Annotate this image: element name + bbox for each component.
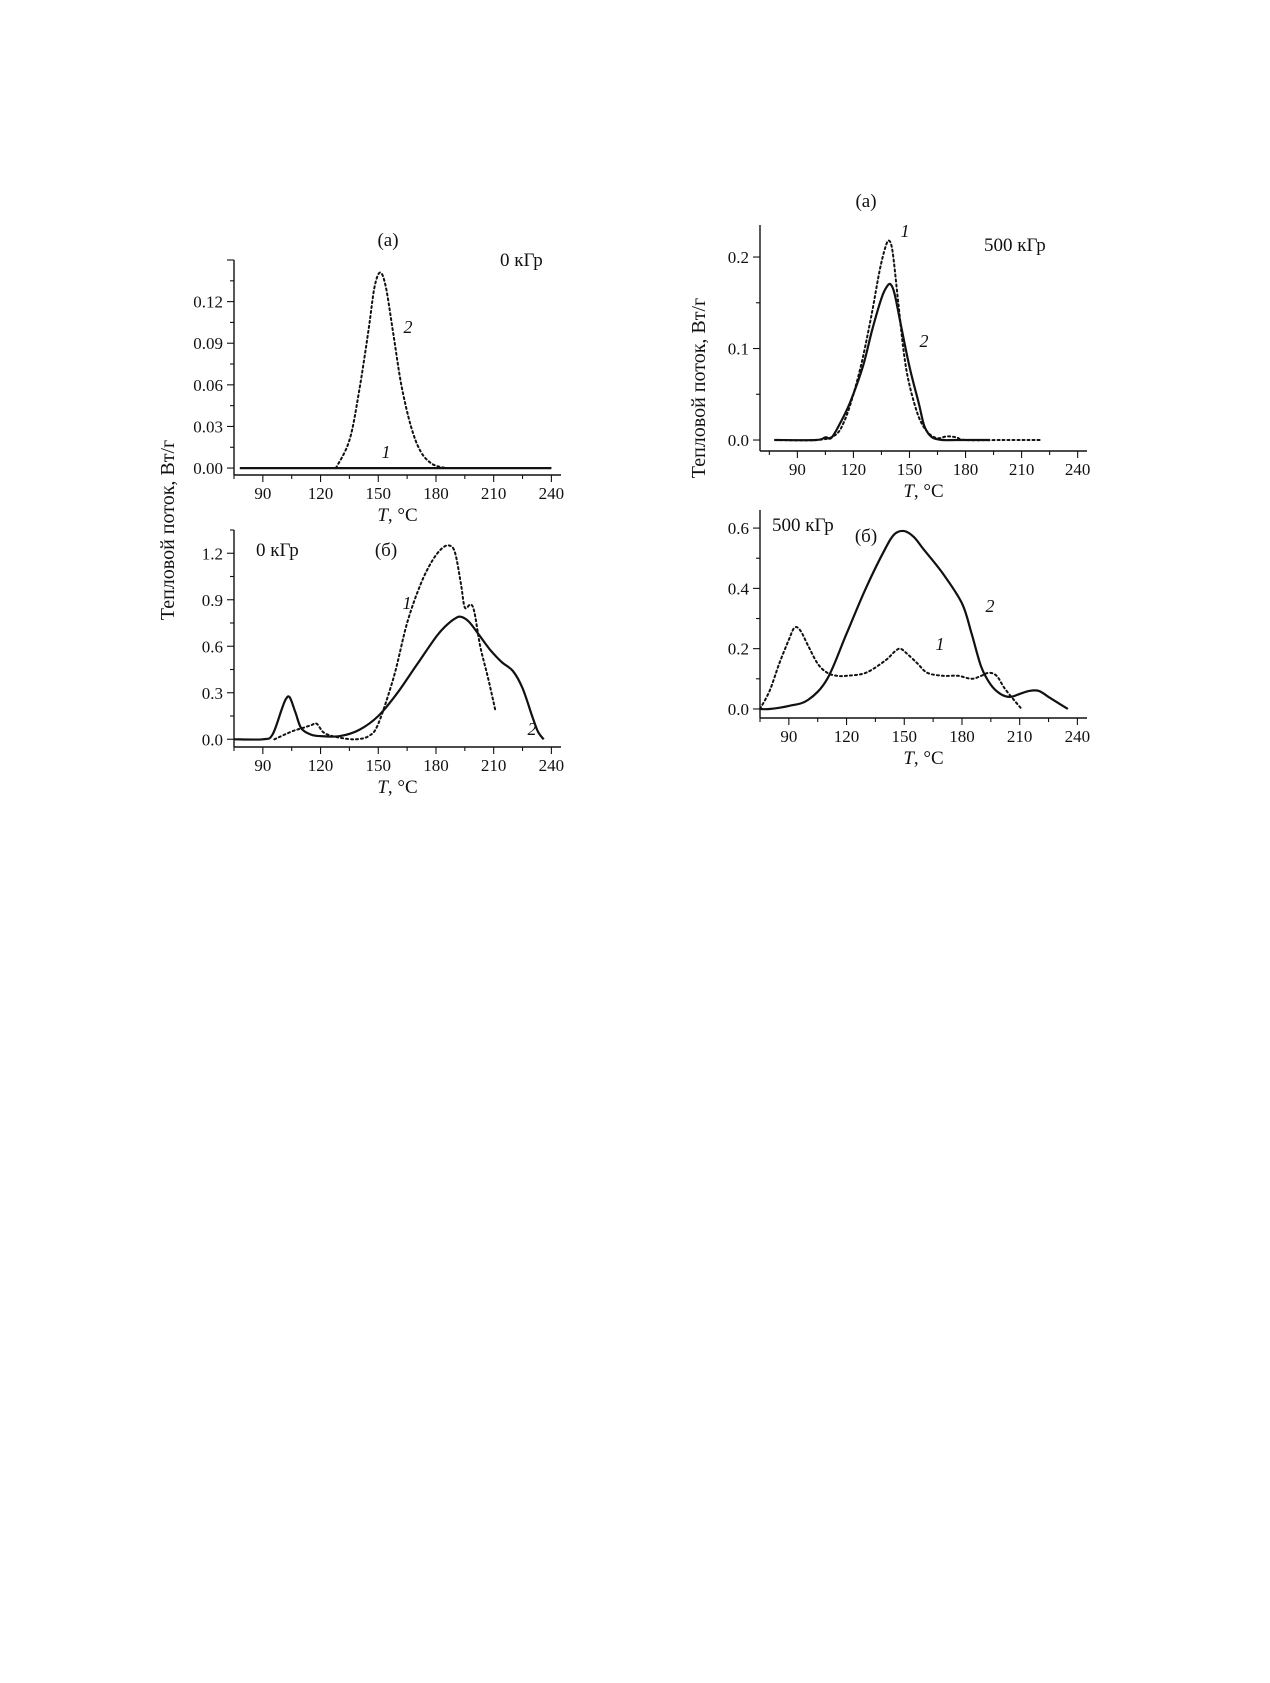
x-tick-label: 120 bbox=[833, 727, 860, 746]
y-tick-label: 0.00 bbox=[193, 459, 223, 479]
x-tick-label: 210 bbox=[480, 756, 507, 775]
x-axis-symbol: T bbox=[903, 481, 914, 502]
x-tick-label: 210 bbox=[1008, 460, 1035, 479]
x-axis-unit: , °C bbox=[913, 481, 944, 502]
series-1-label: 1 bbox=[900, 221, 910, 241]
series-1-label: 1 bbox=[935, 634, 945, 654]
series-2-line bbox=[336, 273, 446, 469]
series-1-label: 1 bbox=[402, 593, 412, 613]
x-tick-label: 210 bbox=[480, 484, 507, 503]
x-tick-label: 240 bbox=[538, 484, 565, 503]
y-tick-label: 0.2 bbox=[727, 248, 749, 268]
x-tick-label: 150 bbox=[365, 484, 392, 503]
x-tick-label: 150 bbox=[896, 460, 923, 479]
x-axis-label bbox=[903, 748, 943, 769]
series-2-label: 2 bbox=[527, 719, 537, 739]
x-axis-symbol: T bbox=[903, 748, 914, 769]
dose-label: 0 кГр bbox=[256, 540, 299, 561]
x-axis-unit: , °C bbox=[387, 777, 418, 798]
y-axis-label-right: Тепловой поток, Вт/г bbox=[688, 297, 710, 479]
dose-label: 500 кГр bbox=[984, 235, 1046, 256]
chart-panel-2 bbox=[202, 530, 564, 798]
chart-panel-3 bbox=[728, 191, 1091, 502]
series-1-label: 1 bbox=[381, 442, 391, 462]
series-1-line bbox=[775, 240, 1040, 440]
y-tick-label: 0.0 bbox=[727, 431, 749, 451]
x-tick-label: 240 bbox=[538, 756, 565, 775]
y-tick-label: 0.0 bbox=[727, 699, 749, 719]
x-axis-label bbox=[377, 777, 417, 798]
y-tick-label: 0.6 bbox=[727, 519, 749, 539]
series-2-line bbox=[760, 531, 1068, 709]
panel-tag: (a) bbox=[377, 230, 399, 251]
x-tick-label: 180 bbox=[423, 484, 449, 503]
x-tick-label: 150 bbox=[365, 756, 392, 775]
dose-label: 0 кГр bbox=[500, 250, 543, 271]
dose-label: 500 кГр bbox=[772, 515, 834, 536]
x-axis-label bbox=[377, 505, 417, 526]
y-tick-label: 0.06 bbox=[193, 375, 223, 395]
x-axis-unit: , °C bbox=[387, 505, 418, 526]
y-tick-label: 0.03 bbox=[193, 417, 223, 437]
series-2-label: 2 bbox=[985, 596, 995, 616]
x-tick-label: 180 bbox=[952, 460, 979, 479]
chart-panel-1 bbox=[193, 230, 564, 526]
x-tick-label: 150 bbox=[891, 727, 918, 746]
series-2-line bbox=[775, 284, 990, 440]
y-tick-label: 0.12 bbox=[193, 292, 223, 312]
x-tick-label: 180 bbox=[423, 756, 449, 775]
x-axis-unit: , °C bbox=[913, 748, 944, 769]
x-axis-symbol: T bbox=[377, 505, 388, 526]
panel-tag: (б) bbox=[854, 526, 878, 547]
x-tick-label: 120 bbox=[307, 756, 334, 775]
x-tick-label: 210 bbox=[1006, 727, 1033, 746]
y-tick-label: 0.4 bbox=[727, 579, 749, 599]
x-tick-label: 240 bbox=[1064, 727, 1091, 746]
x-tick-label: 90 bbox=[780, 727, 798, 746]
x-tick-label: 240 bbox=[1064, 460, 1091, 479]
chart-panel-4 bbox=[728, 510, 1090, 769]
y-tick-label: 1.2 bbox=[201, 544, 223, 564]
x-axis-symbol: T bbox=[377, 777, 388, 798]
series-2-label: 2 bbox=[403, 317, 413, 337]
x-tick-label: 120 bbox=[840, 460, 867, 479]
x-tick-label: 90 bbox=[254, 484, 272, 503]
y-tick-label: 0.3 bbox=[201, 683, 223, 703]
series-2-line bbox=[234, 617, 544, 740]
x-tick-label: 120 bbox=[307, 484, 334, 503]
y-tick-label: 0.0 bbox=[201, 730, 223, 750]
x-tick-label: 180 bbox=[949, 727, 975, 746]
y-tick-label: 0.2 bbox=[727, 639, 749, 659]
y-tick-label: 0.1 bbox=[727, 339, 749, 359]
x-axis-label bbox=[903, 481, 943, 502]
y-tick-label: 0.09 bbox=[193, 334, 223, 354]
x-tick-label: 90 bbox=[254, 756, 272, 775]
x-tick-label: 90 bbox=[788, 460, 806, 479]
panel-tag: (б) bbox=[374, 540, 398, 561]
series-2-label: 2 bbox=[919, 331, 929, 351]
y-tick-label: 0.9 bbox=[201, 590, 223, 610]
panel-tag: (a) bbox=[855, 191, 877, 212]
y-axis-label-left: Тепловой поток, Вт/г bbox=[157, 439, 179, 621]
y-tick-label: 0.6 bbox=[201, 637, 223, 657]
